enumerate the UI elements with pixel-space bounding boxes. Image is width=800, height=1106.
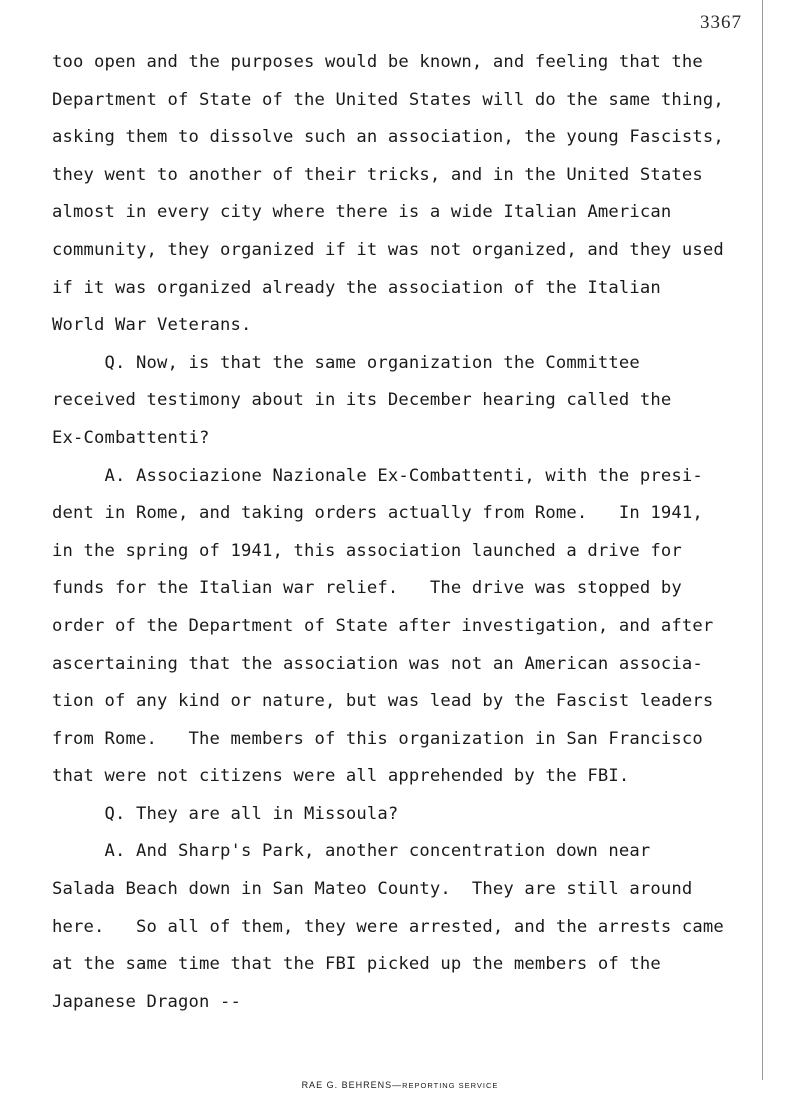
text-line: ascertaining that the association was not an American associa-: [52, 653, 703, 674]
text-line: that were not citizens were all apprehended by the FBI.: [52, 766, 630, 787]
text-line: they went to another of their tricks, and in the United States: [52, 164, 703, 185]
text-line: dent in Rome, and taking orders actually from Rome. In 1941,: [52, 503, 703, 524]
answer-line: A. Associazione Nazionale Ex-Combattenti, with the presi-: [52, 465, 703, 486]
text-line: received testimony about in its December hearing called the: [52, 390, 672, 411]
text-line: here. So all of them, they were arrested, and the arrests came: [52, 916, 724, 937]
text-line: Japanese Dragon --: [52, 991, 241, 1012]
transcript-body: [52, 44, 764, 1021]
question-line: Q. They are all in Missoula?: [52, 803, 399, 824]
text-line: if it was organized already the association of the Italian: [52, 277, 661, 298]
text-line: too open and the purposes would be known, and feeling that the: [52, 52, 703, 72]
footer-separator: —: [392, 1080, 403, 1090]
text-line: almost in every city where there is a wide Italian American: [52, 202, 672, 223]
text-line: from Rome. The members of this organization in San Francisco: [52, 728, 703, 749]
text-line: Salada Beach down in San Mateo County. They are still around: [52, 879, 693, 900]
text-line: community, they organized if it was not organized, and they used: [52, 239, 724, 260]
text-line: Department of State of the United States will do the same thing,: [52, 89, 724, 110]
text-line: at the same time that the FBI picked up the members of the: [52, 954, 661, 975]
text-line: asking them to dissolve such an association, the young Fascists,: [52, 127, 724, 148]
reporting-service: REPORTING SERVICE: [402, 1081, 499, 1090]
answer-line: A. And Sharp's Park, another concentration down near: [52, 841, 651, 862]
reporter-name: RAE G. BEHRENS: [301, 1080, 393, 1090]
reporter-footer: [0, 1080, 800, 1090]
page-number: 3367: [700, 12, 742, 33]
text-line: in the spring of 1941, this association launched a drive for: [52, 540, 682, 561]
text-line: World War Veterans.: [52, 315, 252, 336]
question-line: Q. Now, is that the same organization the Committee: [52, 352, 640, 373]
text-line: Ex-Combattenti?: [52, 427, 210, 448]
text-line: tion of any kind or nature, but was lead by the Fascist leaders: [52, 691, 714, 712]
text-line: order of the Department of State after investigation, and after: [52, 615, 714, 636]
text-line: funds for the Italian war relief. The drive was stopped by: [52, 578, 682, 599]
